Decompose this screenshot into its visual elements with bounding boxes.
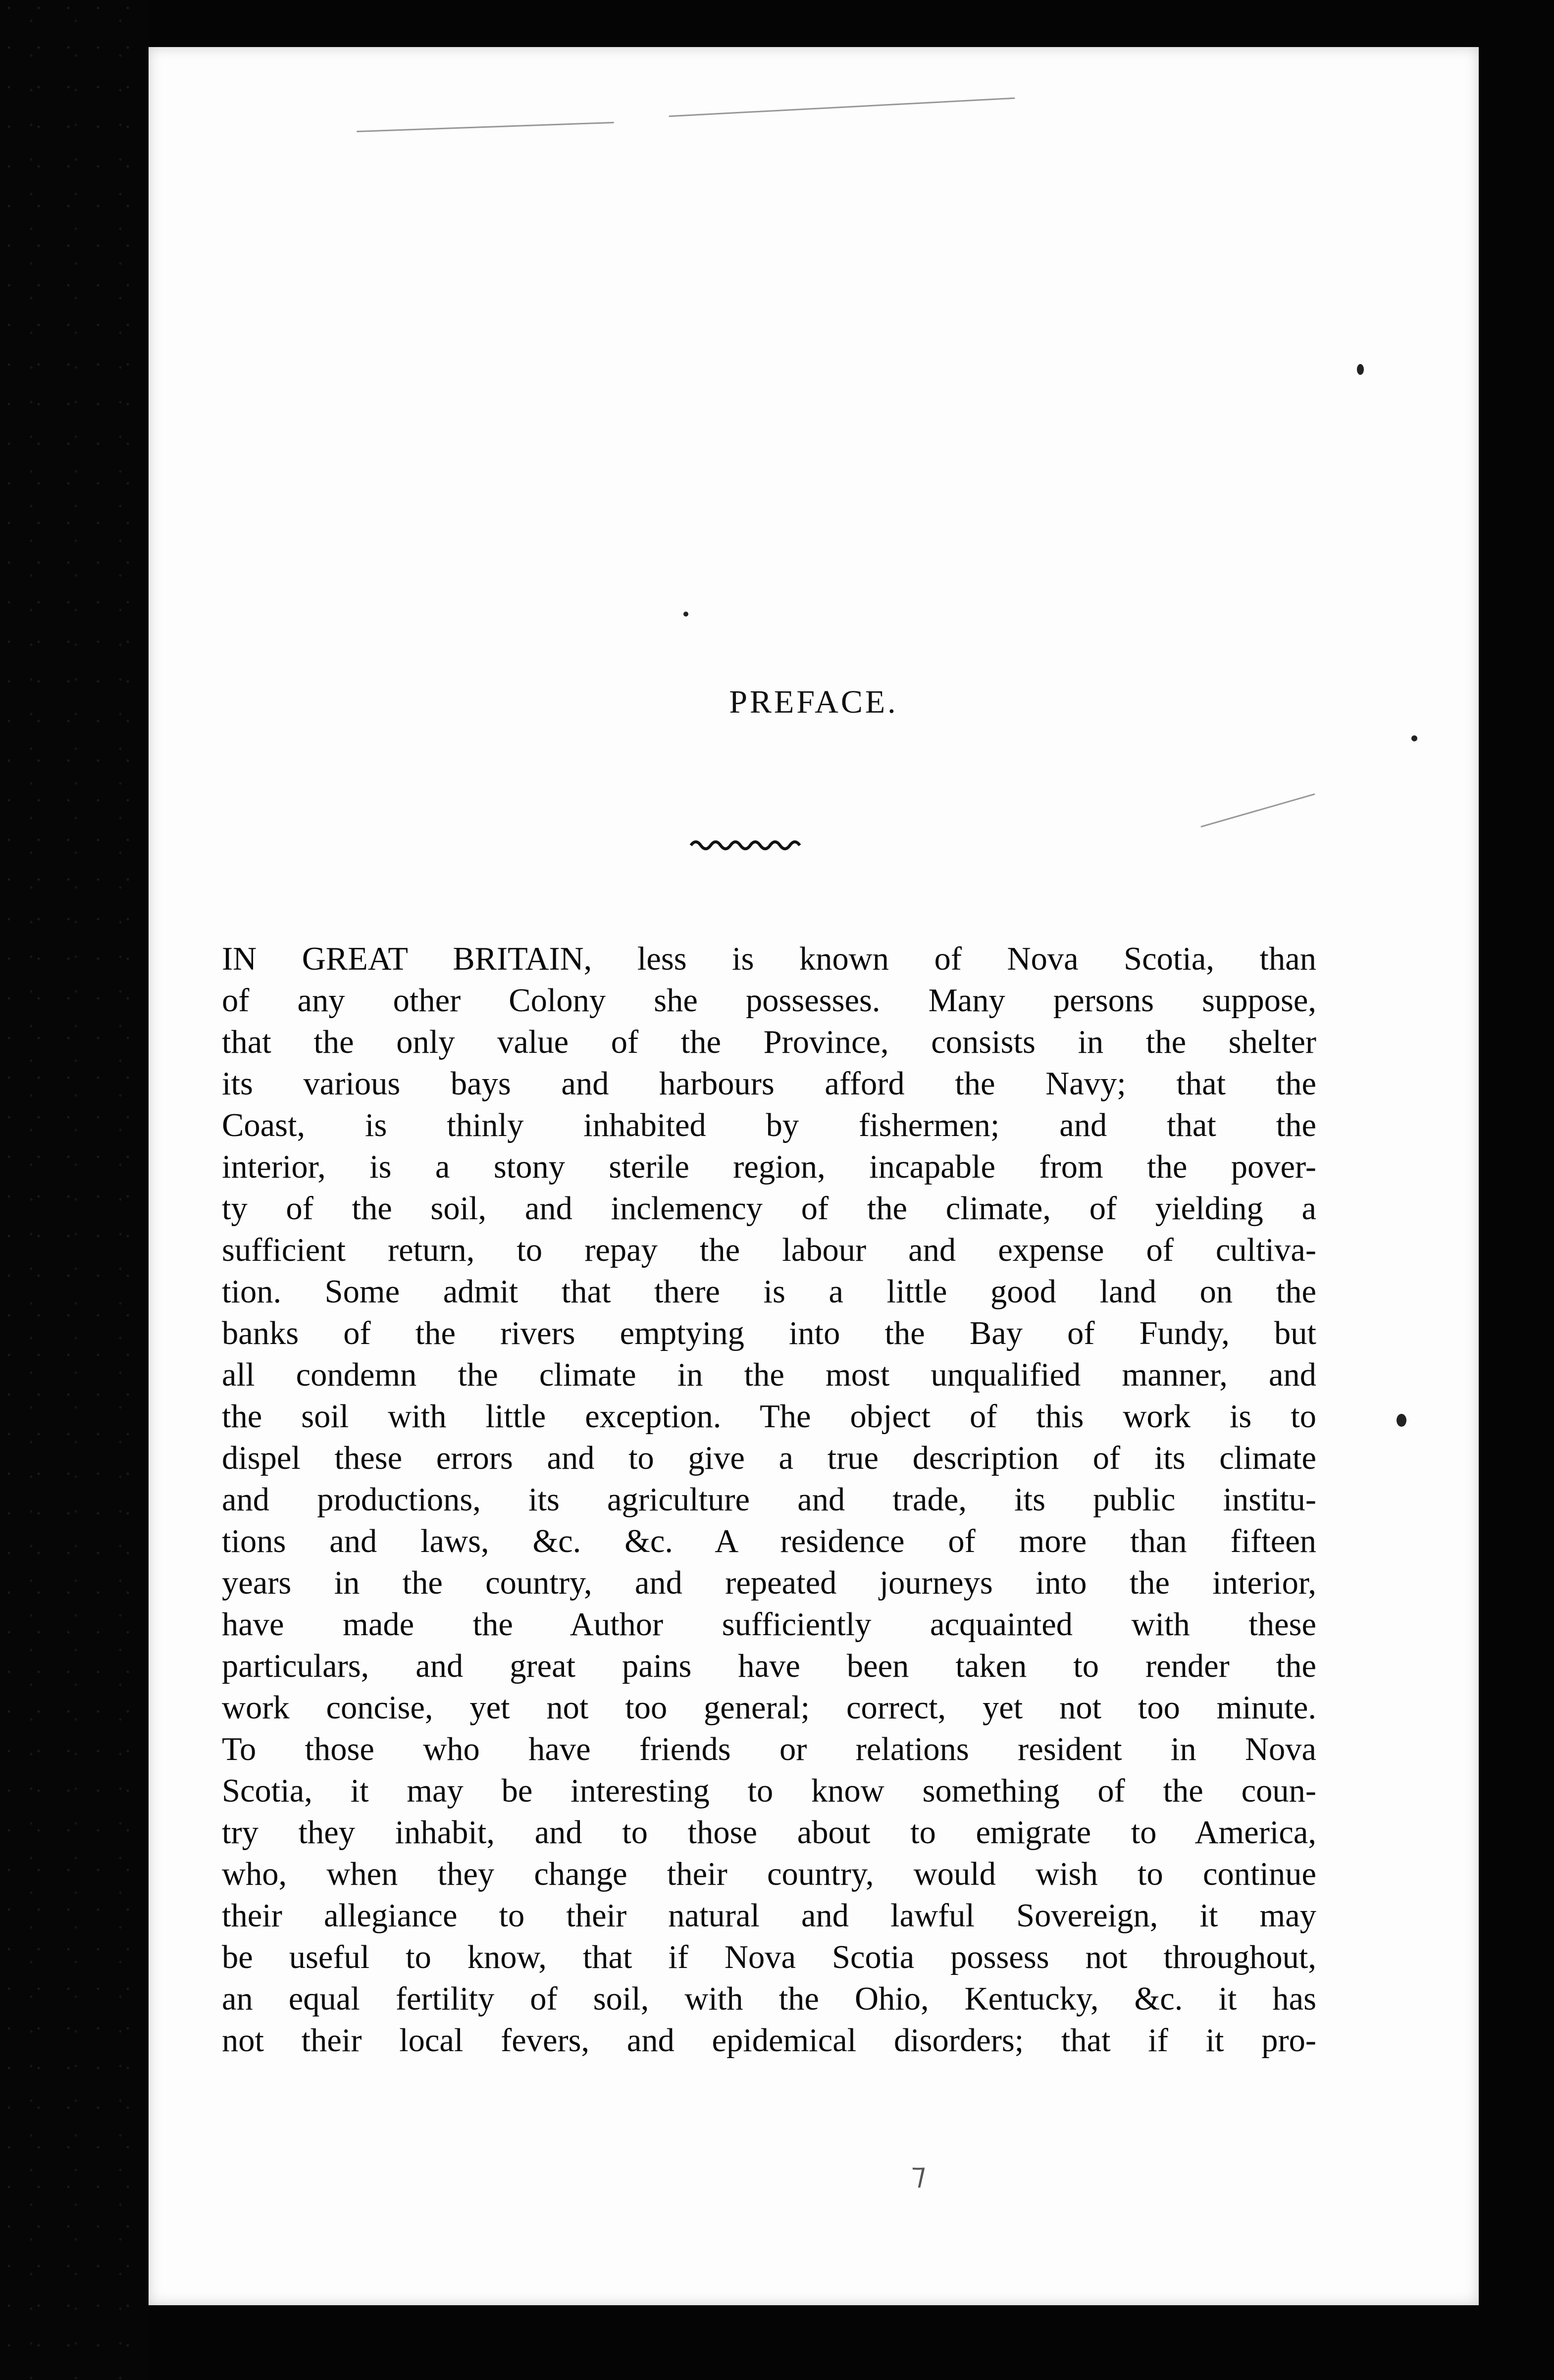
text-line: Scotia, it may be interesting to know something of the coun-: [222, 1773, 1316, 1809]
text-line: tions and laws, &c. &c. A residence of more than fifteen: [222, 1523, 1316, 1559]
text-line: IN GREAT BRITAIN, less is known of Nova Scotia, than: [222, 941, 1316, 977]
text-line: not their local fevers, and epidemical disorders; that if it pro-: [222, 2022, 1316, 2059]
text-line: their allegiance to their natural and lawful Sovereign, it may: [222, 1898, 1316, 1934]
ink-speck: [683, 612, 688, 617]
text-line: try they inhabit, and to those about to emigrate to America,: [222, 1814, 1316, 1851]
preface-body: [222, 938, 1316, 2062]
text-line: tion. Some admit that there is a little good land on the: [222, 1274, 1316, 1310]
ink-speck: [1411, 735, 1417, 741]
text-line: banks of the rivers emptying into the Bay of Fundy, but: [222, 1315, 1316, 1351]
text-line: sufficient return, to repay the labour and expense of cultiva-: [222, 1232, 1316, 1268]
text-line: ty of the soil, and inclemency of the climate, of yielding a: [222, 1190, 1316, 1227]
book-gutter: [0, 0, 149, 2380]
text-line: its various bays and harbours afford the Navy; that the: [222, 1066, 1316, 1102]
pen-mark: [1200, 793, 1315, 828]
ink-speck: [1397, 1414, 1406, 1427]
text-line: work concise, yet not too general; correct, yet not too minute.: [222, 1690, 1316, 1726]
text-line: and productions, its agriculture and trade, its public institu-: [222, 1482, 1316, 1518]
text-line: be useful to know, that if Nova Scotia possess not throughout,: [222, 1939, 1316, 1975]
text-line: To those who have friends or relations resident in Nova: [222, 1731, 1316, 1767]
ink-speck: [1357, 364, 1364, 375]
text-line: have made the Author sufficiently acquainted with these: [222, 1606, 1316, 1643]
book-page: [149, 47, 1479, 2305]
text-line: dispel these errors and to give a true description of its climate: [222, 1440, 1316, 1476]
text-line: all condemn the climate in the most unqualified manner, and: [222, 1357, 1316, 1393]
text-line: who, when they change their country, would wish to continue: [222, 1856, 1316, 1892]
text-line: years in the country, and repeated journeys into the interior,: [222, 1565, 1316, 1601]
text-line: of any other Colony she possesses. Many persons suppose,: [222, 983, 1316, 1019]
page-title: PREFACE.: [729, 684, 898, 720]
text-line: Coast, is thinly inhabited by fishermen; and that the: [222, 1107, 1316, 1143]
margin-mark: ⁊: [911, 2158, 926, 2190]
pen-mark: [669, 98, 1015, 117]
text-line: an equal fertility of soil, with the Ohio, Kentucky, &c. it has: [222, 1981, 1316, 2017]
wavy-rule-ornament: [688, 834, 807, 854]
pen-mark: [357, 122, 614, 132]
text-line: the soil with little exception. The object of this work is to: [222, 1398, 1316, 1435]
text-line: particulars, and great pains have been taken to render the: [222, 1648, 1316, 1684]
text-line: interior, is a stony sterile region, incapable from the pover-: [222, 1149, 1316, 1185]
text-line: that the only value of the Province, consists in the shelter: [222, 1024, 1316, 1060]
